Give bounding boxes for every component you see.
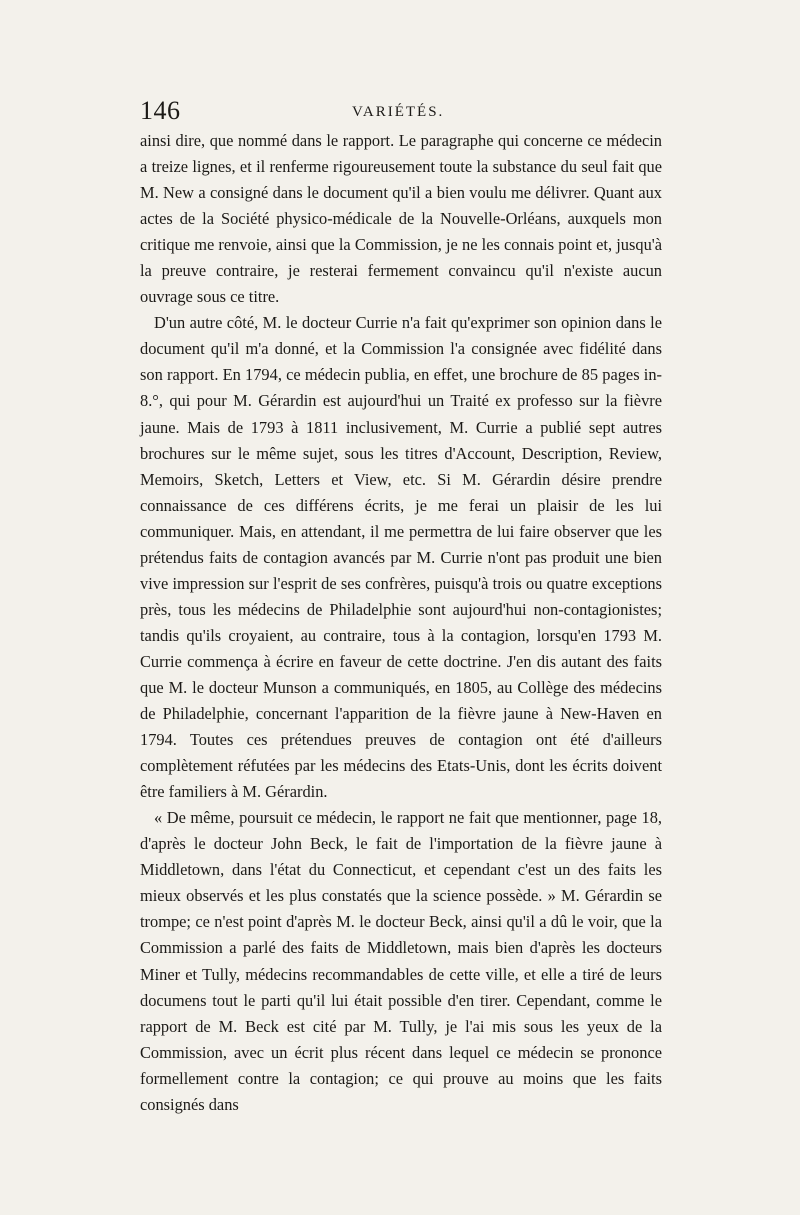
running-head: VARIÉTÉS.	[352, 104, 445, 120]
page-header	[140, 96, 660, 126]
paragraph-continuation: ainsi dire, que nommé dans le rapport. Le paragraphe qui concerne ce médecin a treize lignes, et il renferme rigoureusement toute la substance du seul fait que M. New a consigné dans le document qu'il a bien voulu me délivrer. Quant aux actes de la Société physico-médicale de la Nouvelle-Orléans, auxquels mon critique me renvoie, ainsi que la Commission, je ne les connais point et, jusqu'à la preuve contraire, je resterai fermement convaincu qu'il n'existe aucun ouvrage sous ce titre.	[140, 131, 662, 307]
paragraph-middletown: « De même, poursuit ce médecin, le rapport ne fait que mentionner, page 18, d'après le docteur John Beck, le fait de l'importation de la fièvre jaune à Middletown, dans l'état du Connecticut, et cependant c'est un des faits les mieux observés et les plus constatés que la science possède. » M. Gérardin se trompe; ce n'est point d'après M. le docteur Beck, ainsi qu'il a dû le voir, que la Commission a parlé des faits de Middletown, mais bien d'après les docteurs Miner et Tully, médecins recommandables de cette ville, et elle a tiré de leurs documens tout le parti qu'il lui était possible d'en tirer. Cependant, comme le rapport de M. Beck est cité par M. Tully, je l'ai mis sous les yeux de la Commission, avec un écrit plus récent dans lequel ce médecin se prononce formellement contre la contagion; ce qui prouve au moins que les faits consignés dans	[140, 808, 662, 1114]
page-number: 146	[140, 96, 181, 125]
body-text	[140, 128, 662, 1118]
paragraph-currie: D'un autre côté, M. le docteur Currie n'a fait qu'exprimer son opinion dans le document qu'il m'a donné, et la Commission l'a consignée avec fidélité dans son rapport. En 1794, ce médecin publia, en effet, une brochure de 85 pages in-8.°, qui pour M. Gérardin est aujourd'hui un Traité ex professo sur la fièvre jaune. Mais de 1793 à 1811 inclusivement, M. Currie a publié sept autres brochures sur le même sujet, sous les titres d'Account, Description, Review, Memoirs, Sketch, Letters et View, etc. Si M. Gérardin désire prendre connaissance de ces différens écrits, je me ferai un plaisir de les lui communiquer. Mais, en attendant, il me permettra de lui faire observer que les prétendus faits de contagion avancés par M. Currie n'ont pas produit une bien vive impression sur l'esprit de ses confrères, puisqu'à trois ou quatre exceptions près, tous les médecins de Philadelphie sont aujourd'hui non-contagionistes; tandis qu'ils croyaient, au contraire, tous à la contagion, lorsqu'en 1793 M. Currie commença à écrire en faveur de cette doctrine. J'en dis autant des faits que M. le docteur Munson a communiqués, en 1805, au Collège des médecins de Philadelphie, concernant l'apparition de la fièvre jaune à New-Haven en 1794. Toutes ces prétendues preuves de contagion ont été d'ailleurs complètement réfutées par les médecins des Etats-Unis, dont les écrits doivent être familiers à M. Gérardin.	[140, 313, 662, 802]
